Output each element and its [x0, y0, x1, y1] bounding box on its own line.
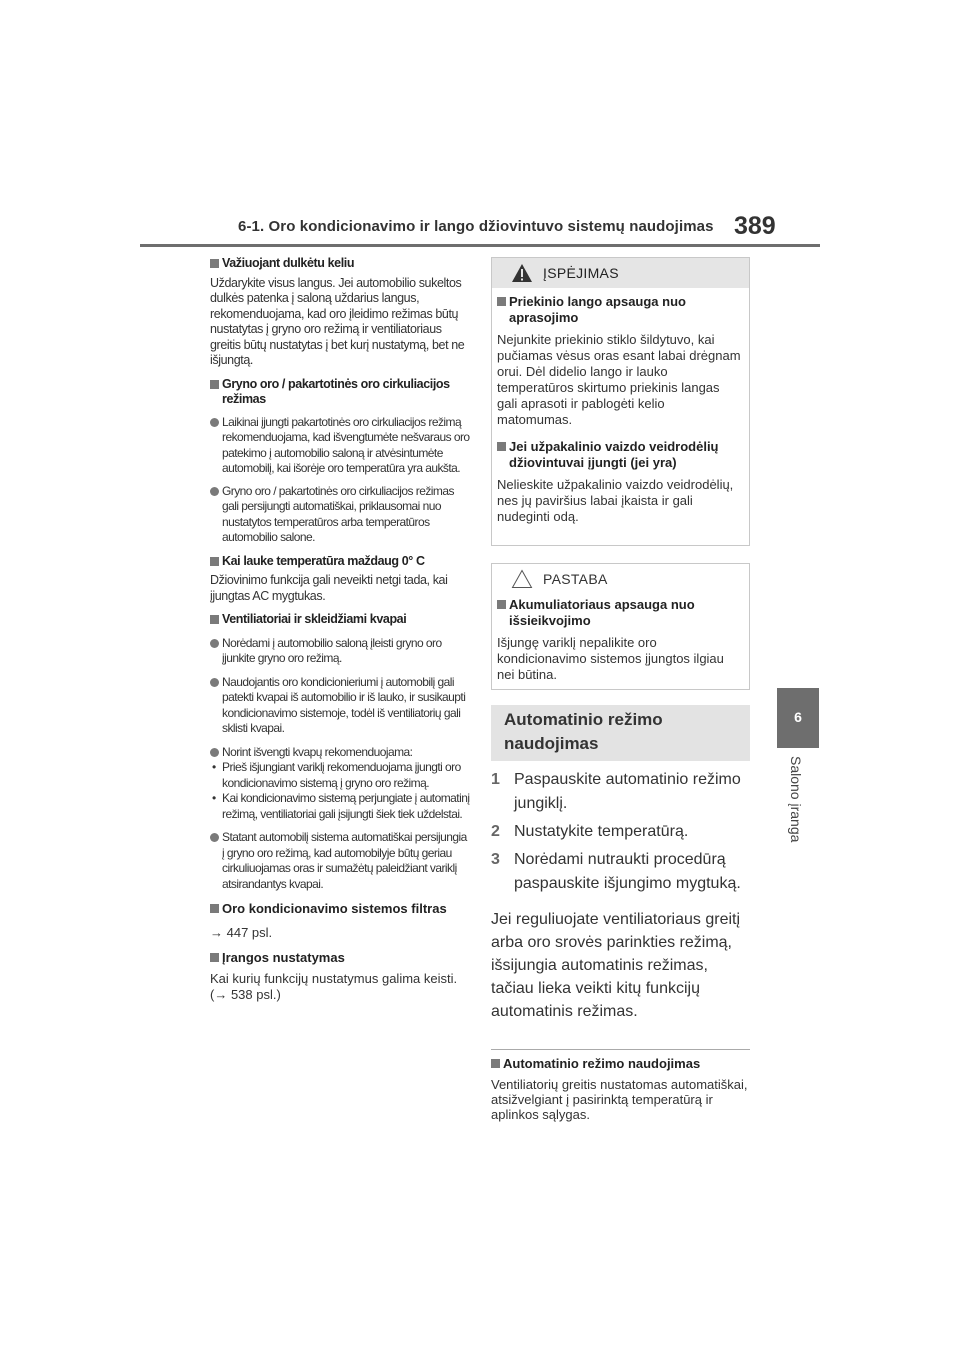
chapter-header-title: 6-1. Oro kondicionavimo ir lango džiovintuvo sistemų naudojimas	[238, 218, 714, 235]
page-number: 389	[734, 212, 776, 240]
page-reference: → 447 psl.	[210, 925, 273, 940]
warning-heading: Priekinio lango apsauga nuo aprasojimo	[497, 294, 743, 326]
chapter-tab: 6	[777, 688, 819, 748]
list-item: Norėdami į automobilio saloną įleisti gryno oro įjunkite gryno oro režimą.	[210, 636, 470, 667]
section-heading: Važiuojant dulkėtu keliu	[210, 256, 470, 272]
bullet-item: • Prieš išjungiant variklį rekomenduojama įjungti oro kondicionavimo sistemą į gryno oro režimą.	[210, 760, 470, 791]
section-text: Kai kurių funkcijų nustatymus galima keisti. (→ 538 psl.)	[210, 971, 458, 1002]
section-text: Džiovinimo funkcija gali neveikti netgi tada, kai įjungtas AC mygtukas.	[210, 573, 448, 603]
step-number: 2	[491, 823, 500, 840]
step-text: Norėdami nutraukti procedūrą paspauskite išjungimo mygtuką.	[514, 851, 741, 892]
left-column	[210, 256, 470, 1003]
warning-box-body	[492, 288, 749, 533]
auto-mode-banner	[491, 705, 750, 761]
header-divider	[140, 244, 820, 247]
chapter-side-label-text: Salono įranga	[788, 756, 804, 843]
caution-outline-icon	[511, 569, 533, 589]
step-item	[491, 768, 750, 816]
list-item: Gryno oro / pakartotinės oro cirkuliacijos režimas gali persijungti automatiškai, priklausomai nuo nustatytos temperatūros arba temperatūros automobilio salone.	[210, 484, 470, 546]
auto-mode-title-line2: naudojimas	[504, 734, 599, 753]
bullet-item: • Kai kondicionavimo sistemą perjungiate į automatinį režimą, ventiliatoriai gali įsijungti šiek tiek uždelstai.	[210, 791, 470, 822]
section-text: Uždarykite visus langus. Jei automobilio sukeltos dulkės patenka į saloną uždarius langus, rekomenduojama, kad oro įleidimo režimas būtų nustatytas į gryno oro režimą ir ventiliatoriaus greitis būtų nustatytas į bet kurį nustatymą, bet ne išjungtą.	[210, 275, 465, 367]
chapter-side-label	[782, 756, 806, 856]
section-heading: Kai lauke temperatūra maždaug 0° C	[210, 554, 470, 570]
auto-mode-steps	[491, 768, 750, 896]
list-item: Statant automobilį sistema automatiškai persijungia į gryno oro režimą, kad automobilyje būtų geriau cirkuliuojamas oras ir sumažėtų paleidžiant variklį atsirandantys kvapai.	[210, 830, 470, 892]
warning-text: Nejunkite priekinio stiklo šildytuvo, kai pučiamas vėsus oras esant labai drėgnam orui. Dėl didelio lango ir lauko temperatūros skirtumo priekinis langas gali aprasoti ir pablogėti kelio matomumas.	[497, 332, 741, 427]
note-box-title: PASTABA	[543, 571, 608, 587]
note-box-body	[492, 594, 749, 691]
warning-box	[491, 257, 750, 546]
auto-mode-paragraph: Jei reguliuojate ventiliatoriaus greitį arba oro srovės parinkties režimą, išsijungia automatinis režimas, tačiau lieka veikti kitų funkcijų automatinis režimas.	[491, 911, 741, 1020]
auto-mode-sub-heading: Automatinio režimo naudojimas	[491, 1056, 750, 1072]
note-box	[491, 563, 750, 690]
warning-text: Nelieskite užpakalinio vaizdo veidrodėlių, nes jų paviršius labai įkaista ir gali nudeginti odą.	[497, 477, 734, 524]
warning-box-header	[492, 258, 749, 288]
auto-mode-sub-text: Ventiliatorių greitis nustatomas automatiškai, atsižvelgiant į pasirinktą temperatūrą ir aplinkos sąlygas.	[491, 1077, 748, 1122]
section-dusty-road	[210, 256, 470, 369]
section-vents-odors	[210, 612, 470, 892]
step-number: 3	[491, 851, 500, 868]
step-text: Nustatykite temperatūrą.	[514, 823, 689, 840]
step-item	[491, 820, 750, 844]
list-item: Laikinai įjungti pakartotinės oro cirkuliacijos režimą rekomenduojama, kad išvengtumėte nešvaraus oro patekimo į automobilio saloną ir atvėsintumėte automobilį, kai išorėje oro temperatūra yra aukšta.	[210, 415, 470, 477]
note-box-header	[492, 564, 749, 594]
list-item: Norint išvengti kvapų rekomenduojama:	[210, 745, 470, 761]
section-heading: Ventiliatoriai ir skleidžiami kvapai	[210, 612, 470, 628]
warning-heading: Jei užpakalinio vaizdo veidrodėlių džiovintuvai įjungti (jei yra)	[497, 439, 743, 471]
warning-icon	[511, 263, 533, 283]
step-item	[491, 848, 750, 896]
note-text: Išjungę variklį nepalikite oro kondicionavimo sistemos įjungtos ilgiau nei būtina.	[497, 635, 724, 682]
section-heading: Oro kondicionavimo sistemos filtras	[210, 901, 470, 917]
section-heading: Gryno oro / pakartotinės oro cirkuliacijos režimas	[210, 377, 470, 408]
section-filter	[210, 901, 470, 941]
section-heading: Įrangos nustatymas	[210, 950, 470, 966]
section-settings	[210, 950, 470, 1003]
right-column	[491, 257, 750, 1122]
warning-box-title: ĮSPĖJIMAS	[543, 265, 619, 281]
step-text: Paspauskite automatinio režimo jungiklį.	[514, 771, 741, 812]
auto-mode-title-line1: Automatinio režimo	[504, 710, 663, 729]
sub-section-divider	[491, 1049, 750, 1050]
note-heading: Akumuliatoriaus apsauga nuo išsieikvojimo	[497, 597, 743, 629]
step-number: 1	[491, 771, 500, 788]
section-zero-temperature	[210, 554, 470, 605]
section-air-mode	[210, 377, 470, 546]
list-item: Naudojantis oro kondicionieriumi į automobilį gali patekti kvapai iš automobilio ir iš lauko, ir susikaupti kondicionavimo sistemoje, todėl iš ventiliatorių gali sklisti kvapai.	[210, 675, 470, 737]
